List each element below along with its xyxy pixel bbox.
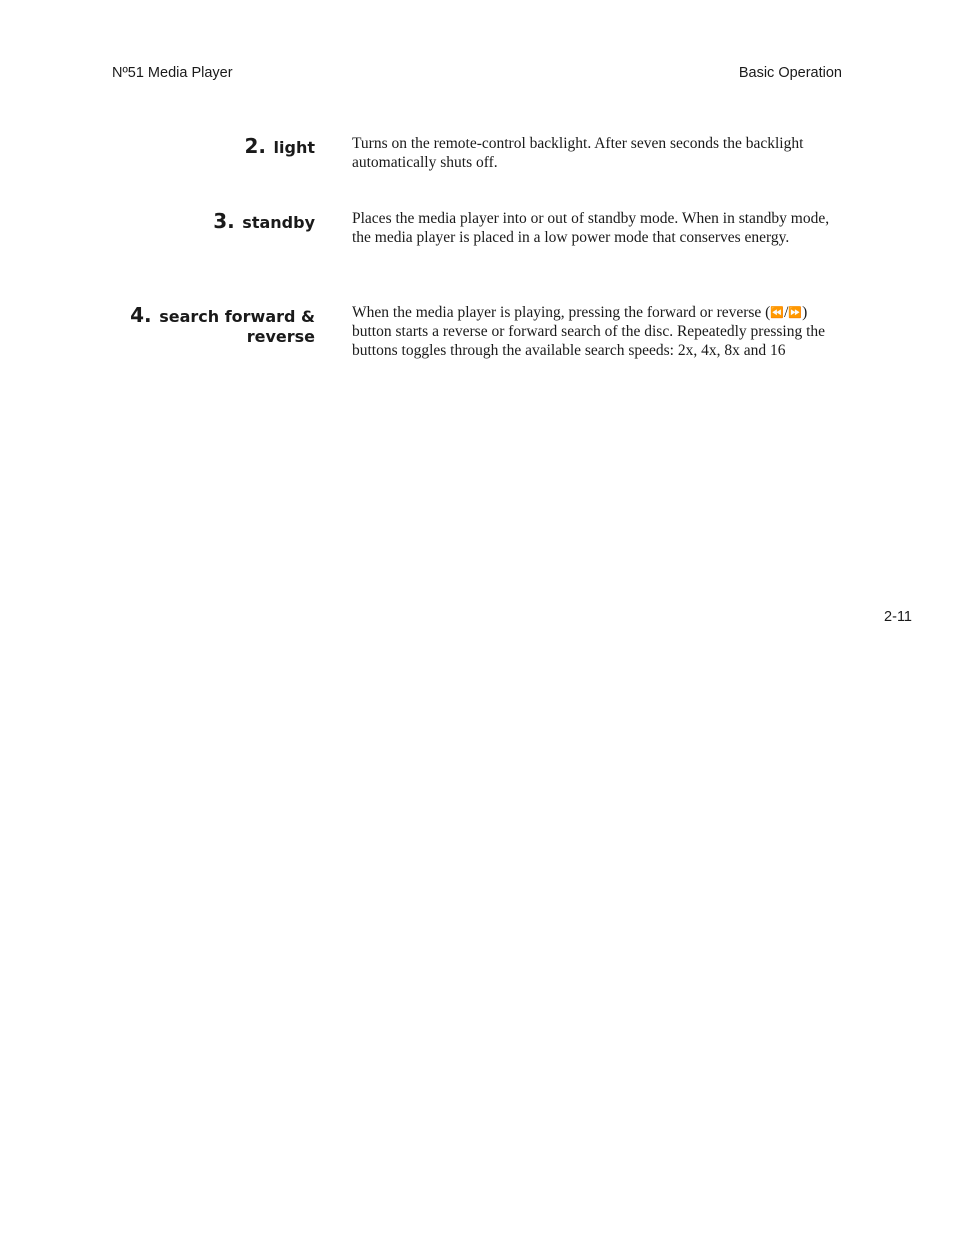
item-light-number: 2. — [244, 134, 266, 158]
header-product-title: Nº51 Media Player — [112, 65, 233, 81]
item-search-number: 4. — [130, 303, 152, 327]
fast-forward-icon: ⏩ — [788, 306, 803, 319]
item-light-heading — [95, 136, 315, 158]
item-search-label-line2: reverse — [246, 327, 315, 346]
item-standby-description: Places the media player into or out of standby mode. When in standby mode, the media player is placed in a low power mode that conserves energy. — [352, 210, 830, 246]
item-standby-heading — [95, 211, 315, 233]
item-standby-label: standby — [242, 213, 315, 232]
item-light-description: Turns on the remote-control backlight. After seven seconds the backlight automatically shuts off. — [352, 135, 804, 171]
item-search-description — [352, 303, 844, 360]
item-light-label: light — [273, 138, 315, 157]
page-number: 2-11 — [884, 609, 912, 625]
item-search-heading — [95, 305, 315, 347]
header-section-title: Basic Operation — [738, 65, 842, 81]
glyph-separator: / — [784, 304, 789, 321]
item-standby-number: 3. — [213, 209, 235, 233]
item-search-text-prefix: When the media player is playing, pressing the forward or reverse ( — [352, 304, 771, 321]
item-search-label-line1: search forward & — [159, 307, 315, 326]
item-search-text-suffix: ) button starts a reverse or forward search of the disc. Repeatedly pressing the buttons toggles through the available search speeds: 2x, 4x, 8x and 16 — [352, 304, 826, 359]
rewind-icon: ⏪ — [770, 306, 785, 319]
